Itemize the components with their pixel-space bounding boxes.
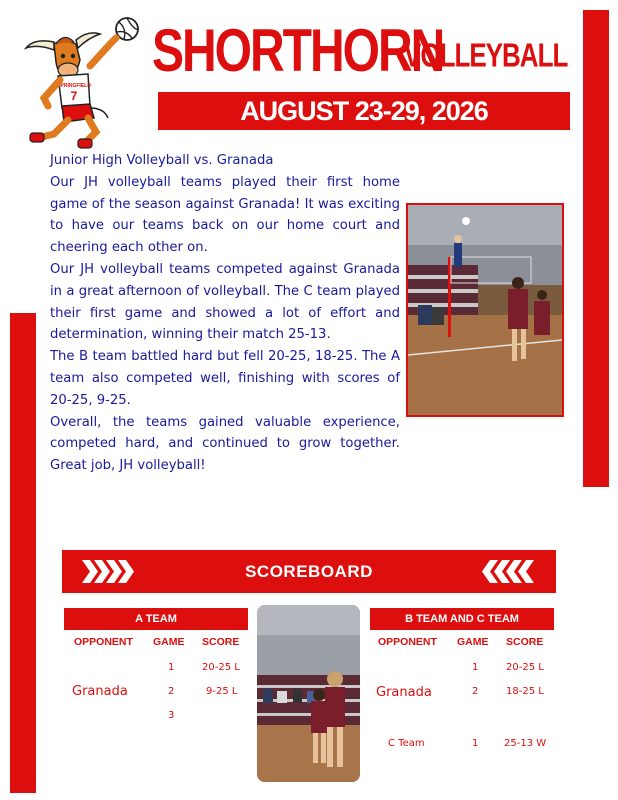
- article-body: [50, 150, 400, 477]
- bc-team-col-game: GAME: [457, 636, 489, 648]
- bc-team-col-opponent: OPPONENT: [378, 636, 437, 648]
- left-accent-bar: [10, 313, 36, 793]
- c-team-score: 25-13 W: [504, 738, 547, 749]
- a-team-score: 9-25 L: [206, 686, 238, 697]
- a-team-game: 2: [168, 686, 175, 697]
- article-paragraph: The B team battled hard but fell 20-25, 18-25. The A team also competed well, finishing with scores of 20-25, 9-25.: [50, 349, 400, 408]
- mascot-jersey-number: 7: [70, 89, 78, 103]
- c-team-label: C Team: [388, 738, 425, 749]
- article-paragraph: Our JH volleyball teams competed against Granada in a great afternoon of volleyball. The C team played their first game and showed a lot of effort and determination, winning their match 25-13.: [50, 261, 400, 343]
- bc-team-header: B TEAM AND C TEAM: [370, 608, 554, 630]
- a-team-game: 3: [168, 710, 175, 721]
- bc-team-game: 2: [472, 686, 479, 697]
- a-team-col-score: SCORE: [202, 636, 240, 648]
- article-paragraph: Our JH volleyball teams played their first home game of the season against Granada! It was exciting to have our teams back on our home court and cheering each other on.: [50, 174, 400, 256]
- a-team-header: A TEAM: [64, 608, 248, 630]
- volleyball-players-photo: [257, 605, 360, 782]
- bc-team-score: 18-25 L: [506, 686, 544, 697]
- a-team-game: 1: [168, 662, 175, 673]
- chevron-left-icon: [474, 560, 534, 583]
- a-team-col-game: GAME: [153, 636, 185, 648]
- date-banner: AUGUST 23-29, 2026: [158, 92, 570, 130]
- newsletter-title: SHORTHORN: [152, 18, 444, 85]
- scoreboard-banner: [62, 550, 556, 593]
- mascot-jersey-text: SPRINGFIELD: [57, 83, 91, 89]
- longhorn-mascot-logo: [24, 14, 144, 152]
- bc-team-opponent: Granada: [376, 685, 432, 700]
- a-team-opponent: Granada: [72, 684, 128, 699]
- c-team-game: 1: [472, 738, 479, 749]
- article-heading: Junior High Volleyball vs. Granada: [50, 153, 274, 168]
- bc-team-col-score: SCORE: [506, 636, 544, 648]
- newsletter-subtitle: VOLLEYBALL: [404, 35, 568, 75]
- scoreboard-title: SCOREBOARD: [245, 562, 373, 581]
- a-team-score: 20-25 L: [202, 662, 240, 673]
- article-paragraph: Overall, the teams gained valuable experience, competed hard, and continued to grow together. Great job, JH volleyball!: [50, 414, 400, 474]
- bc-team-score: 20-25 L: [506, 662, 544, 673]
- bc-team-game: 1: [472, 662, 479, 673]
- a-team-col-opponent: OPPONENT: [74, 636, 133, 648]
- volleyball-match-photo: [406, 203, 564, 417]
- right-accent-bar: [583, 10, 609, 487]
